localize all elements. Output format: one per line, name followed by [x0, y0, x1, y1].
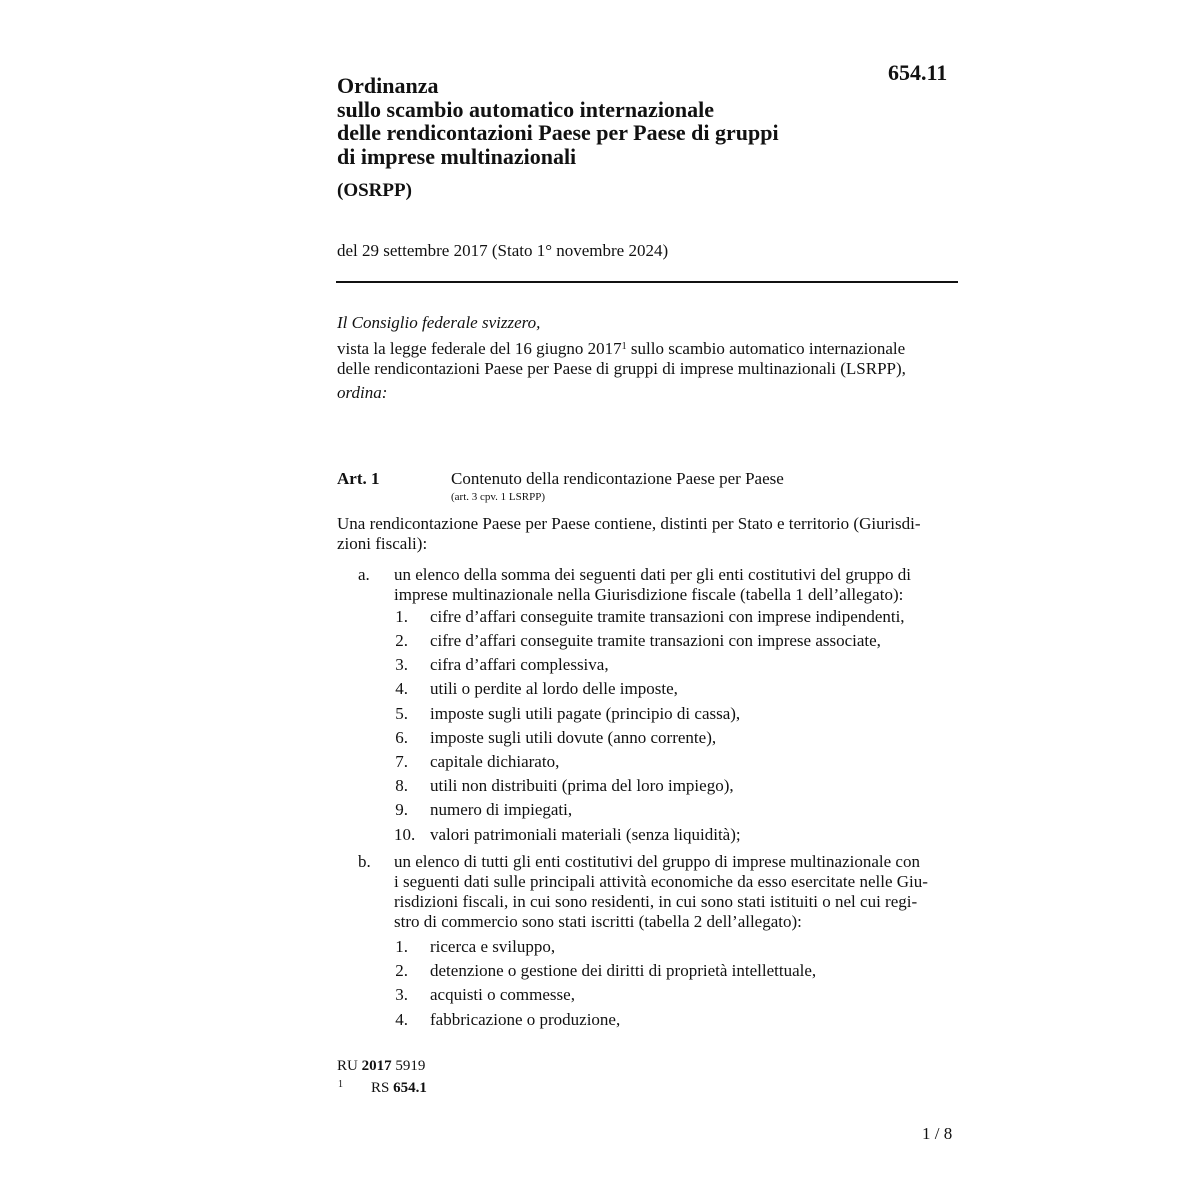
- rs-prefix: RS: [371, 1080, 390, 1096]
- item-number: 7.: [395, 752, 408, 771]
- list-item: cifra d’affari complessiva,: [430, 655, 609, 674]
- title-line: delle rendicontazioni Paese per Paese di gruppi: [337, 120, 779, 145]
- intro-line: Una rendicontazione Paese per Paese contiene, distinti per Stato e territorio (Giurisdi-: [337, 514, 921, 533]
- letter-line: stro di commercio sono stati iscritti (tabella 2 dell’allegato):: [394, 912, 802, 931]
- ordinance-abbreviation: (OSRPP): [337, 180, 412, 201]
- list-item: ricerca e sviluppo,: [430, 937, 556, 956]
- list-item: cifre d’affari conseguite tramite transazioni con imprese indipendenti,: [430, 607, 905, 626]
- article-title: Contenuto della rendicontazione Paese per Paese: [451, 469, 784, 488]
- ordinance-title: [337, 74, 877, 168]
- article-intro: [337, 514, 959, 554]
- legal-basis-line-start: vista la legge federale del 16 giugno 2017: [337, 339, 622, 358]
- legal-basis-line-end: sullo scambio automatico internazionale: [626, 339, 906, 358]
- page-number: 1 / 8: [922, 1124, 953, 1143]
- item-number: 8.: [395, 776, 408, 795]
- list-item: fabbricazione o produzione,: [430, 1010, 621, 1029]
- sr-number: 654.11: [888, 60, 948, 85]
- article-reference: (art. 3 cpv. 1 LSRPP): [451, 491, 546, 503]
- list-item: imposte sugli utili pagate (principio di cassa),: [430, 704, 741, 723]
- preamble: [337, 313, 962, 403]
- item-number: 4.: [395, 1010, 408, 1029]
- list-item: acquisti o commesse,: [430, 985, 575, 1004]
- list-item: utili o perdite al lordo delle imposte,: [430, 679, 678, 698]
- title-line: sullo scambio automatico internazionale: [337, 96, 715, 122]
- article-label: Art. 1: [337, 469, 380, 488]
- footnote-reference[interactable]: 1: [621, 341, 627, 352]
- title-line: Ordinanza: [337, 73, 439, 98]
- ordina-keyword: ordina:: [337, 383, 388, 402]
- letter-line: risdizioni fiscali, in cui sono residenti, in cui sono stati istituiti o nel cui regi-: [394, 892, 918, 911]
- title-line: di imprese multinazionali: [337, 143, 577, 169]
- rs-number: 654.1: [393, 1080, 427, 1096]
- item-number: 2.: [395, 961, 408, 980]
- date-status-line: del 29 settembre 2017 (Stato 1° novembre 2024): [337, 241, 669, 260]
- list-item: capitale dichiarato,: [430, 752, 560, 771]
- legal-basis-line: [337, 339, 962, 359]
- list-item: detenzione o gestione dei diritti di proprietà intellettuale,: [430, 961, 817, 980]
- list-item: utili non distribuiti (prima del loro impiego),: [430, 776, 734, 795]
- item-number: 1.: [395, 607, 408, 626]
- ru-prefix: RU: [337, 1058, 358, 1074]
- item-number: 5.: [395, 704, 408, 723]
- item-number: 9.: [395, 800, 408, 819]
- item-number: 3.: [395, 655, 408, 674]
- letter-line: un elenco della somma dei seguenti dati per gli enti costitutivi del gruppo di: [394, 565, 911, 584]
- letter-marker: a.: [358, 565, 370, 584]
- footnote-mark: 1: [338, 1079, 343, 1090]
- item-number: 2.: [395, 631, 408, 650]
- footnote-text: [371, 1080, 427, 1097]
- letter-line: i seguenti dati sulle principali attività economiche da esso esercitate nelle Giu-: [394, 872, 928, 891]
- letter-marker: b.: [358, 852, 371, 871]
- ru-year: 2017: [361, 1058, 392, 1074]
- official-collection-reference: [337, 1058, 425, 1075]
- letter-text: [394, 852, 959, 932]
- list-item: imposte sugli utili dovute (anno corrente),: [430, 728, 717, 747]
- list-item: numero di impiegati,: [430, 800, 573, 819]
- letter-text: [394, 565, 959, 605]
- intro-line: zioni fiscali):: [337, 534, 428, 553]
- list-item: cifre d’affari conseguite tramite transazioni con imprese associate,: [430, 631, 881, 650]
- legal-basis: [337, 339, 962, 379]
- letter-line: imprese multinazionale nella Giurisdizione fiscale (tabella 1 dell’allegato):: [394, 585, 904, 604]
- header-divider: [336, 281, 958, 283]
- list-item: valori patrimoniali materiali (senza liquidità);: [430, 825, 741, 844]
- issuing-authority: Il Consiglio federale svizzero,: [337, 313, 541, 332]
- item-number: 1.: [395, 937, 408, 956]
- item-number: 4.: [395, 679, 408, 698]
- legal-basis-line: delle rendicontazioni Paese per Paese di gruppi di imprese multinazionali (LSRPP),: [337, 359, 906, 378]
- letter-line: un elenco di tutti gli enti costitutivi del gruppo di imprese multinazionale con: [394, 852, 920, 871]
- ru-page: 5919: [395, 1058, 426, 1074]
- item-number: 6.: [395, 728, 408, 747]
- item-number: 10.: [394, 825, 416, 844]
- item-number: 3.: [395, 985, 408, 1004]
